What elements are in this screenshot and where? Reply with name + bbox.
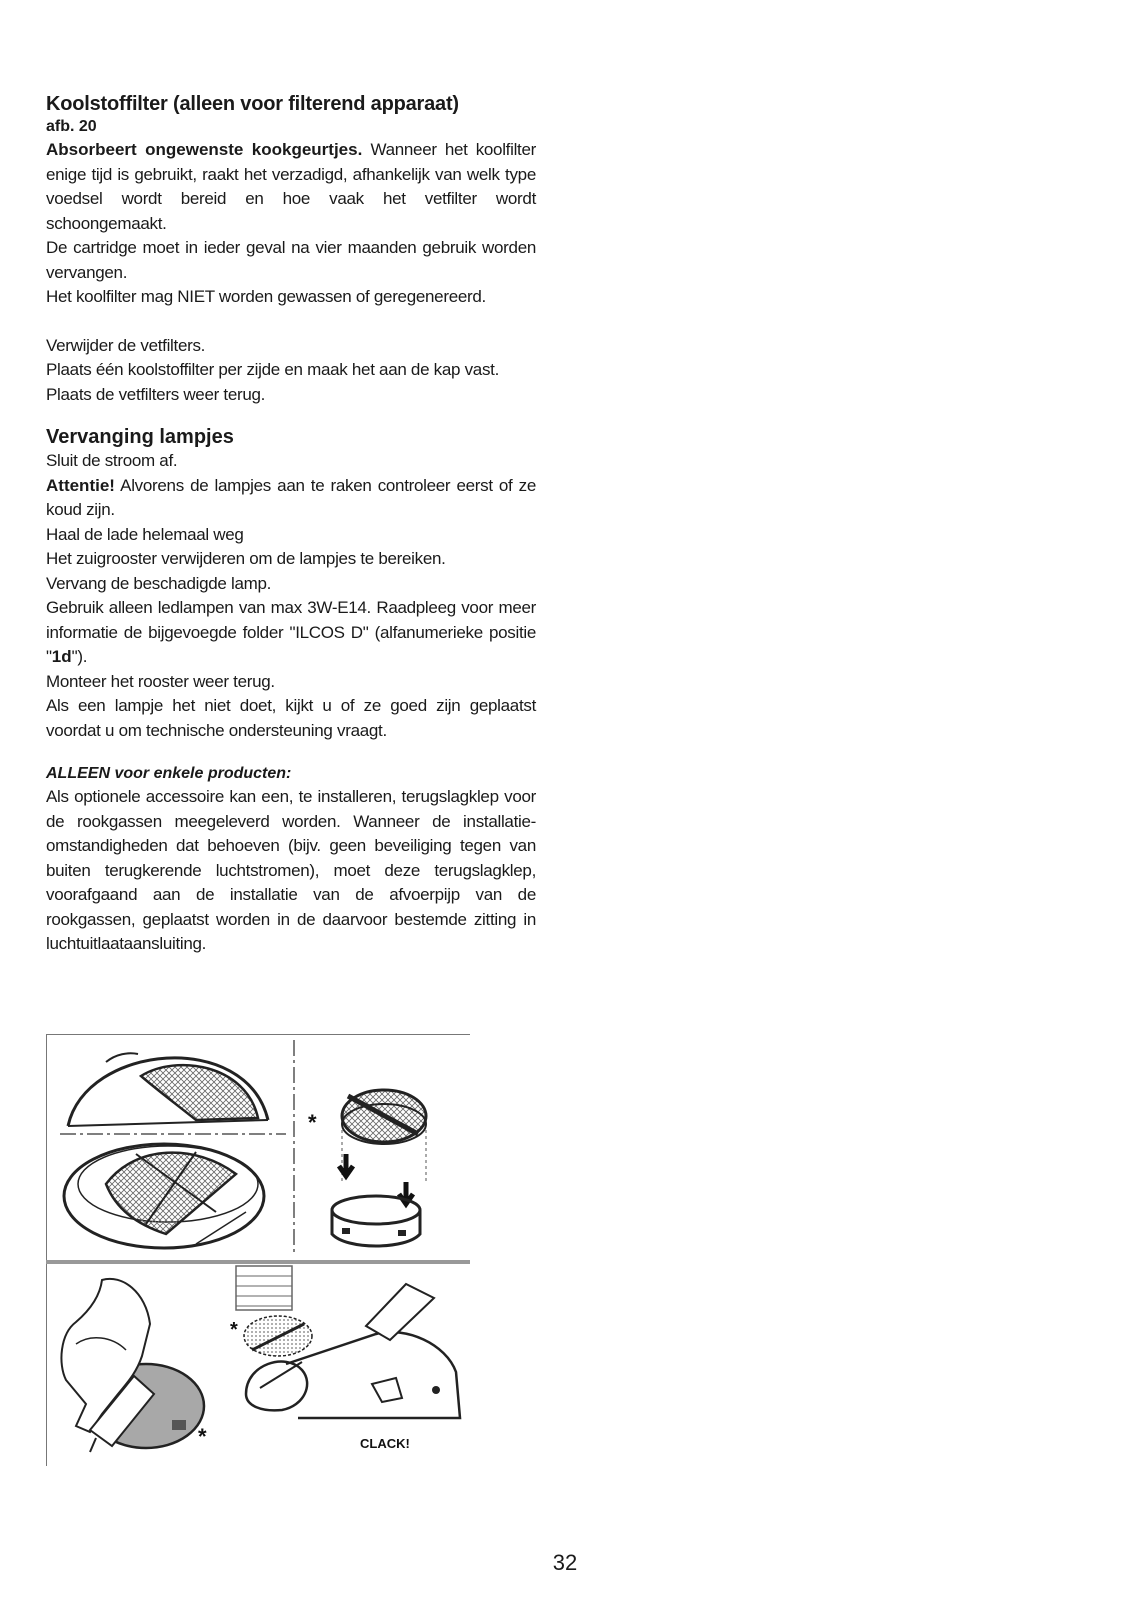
paragraph-lamp-check: Als een lampje het niet doet, kijkt u of ze goed zijn geplaatst voordat u om technische ondersteuning vraagt. [46,696,536,740]
step-remove-grease-filters: Verwijder de vetfilters. [46,335,206,355]
section-title-carbon-filter: Koolstoffilter (alleen voor filterend apparaat) [46,93,459,115]
step-power-off: Sluit de stroom af. [46,451,178,470]
paragraph-attention [46,474,536,523]
star-mark-3: * [230,1319,238,1341]
paragraph-carbon-intro [46,138,536,236]
paragraph-cartridge: De cartridge moet in ieder geval na vier maanden gebruik worden vervangen. [46,238,536,282]
hood-filter-bottom [64,1144,264,1248]
clack-label: CLACK! [360,1436,410,1451]
figure-reference: afb. 20 [46,118,97,135]
star-mark-2: * [198,1424,207,1449]
attention-bold: Attentie! [46,475,115,495]
step-replace-grease-filters: Plaats de vetfilters weer terug. [46,384,266,404]
check-valve-assembly [308,1090,426,1246]
page-number: 32 [552,1550,578,1575]
duct-valve-clack [230,1266,460,1451]
instruction-figure [46,1034,470,1466]
lead-rest: Wanneer het koolfilter enige tijd is gebruikt, raakt het verzadigd, afhankelijk van welk type voedsel wordt bereid en hoe vaak het vetfilter wordt schoongemaakt. [46,140,536,233]
step-remove-drawer: Haal de lade helemaal weg [46,524,244,544]
section-title-lamps: Vervanging lampjes [46,426,234,448]
lead-bold: Absorbeert ongewenste kookgeurtjes. [46,140,363,159]
figure-illustration [46,1034,470,1466]
ilcos-position: 1d [51,647,72,666]
hood-filter-top [68,1053,268,1126]
step-replace-lamp: Vervang de beschadigde lamp. [46,573,272,593]
step-remount-grille: Monteer het rooster weer terug. [46,671,275,691]
attention-rest: Alvorens de lampjes aan te raken controleer eerst of ze koud zijn. [46,475,536,519]
step-place-carbon-filter: Plaats één koolstoffilter per zijde en maak het aan de kap vast. [46,360,499,379]
paragraph-check-valve: Als optionele accessoire kan een, te installeren, terugslagklep voor de rookgassen meegeleverd worden. Wanneer de installatie-omstandigheden dat behoeven (bijv. geen beveiliging tegen van buiten terugkerende luchtstromen), moet deze terugslagklep, voorafgaand aan de installatie van de afvoerpijp van de rookgassen, geplaatst worden in de daarvoor bestemde zitting in luchtuitlaataansluiting. [46,787,536,953]
step-remove-grille: Het zuigrooster verwijderen om de lampjes te bereiken. [46,549,446,568]
hand-filter-install [61,1279,207,1452]
section-title-optional: ALLEEN voor enkele producten: [46,765,292,782]
paragraph-no-wash: Het koolfilter mag NIET worden gewassen of geregenereerd. [46,287,486,306]
star-mark-1: * [308,1110,317,1135]
text-column [46,92,536,957]
paragraph-led-lamps: Gebruik alleen ledlampen van max 3W-E14. Raadpleeg voor meer informatie de bijgevoegde folder "ILCOS D" (alfanumerieke positie "1d"). [46,598,536,666]
